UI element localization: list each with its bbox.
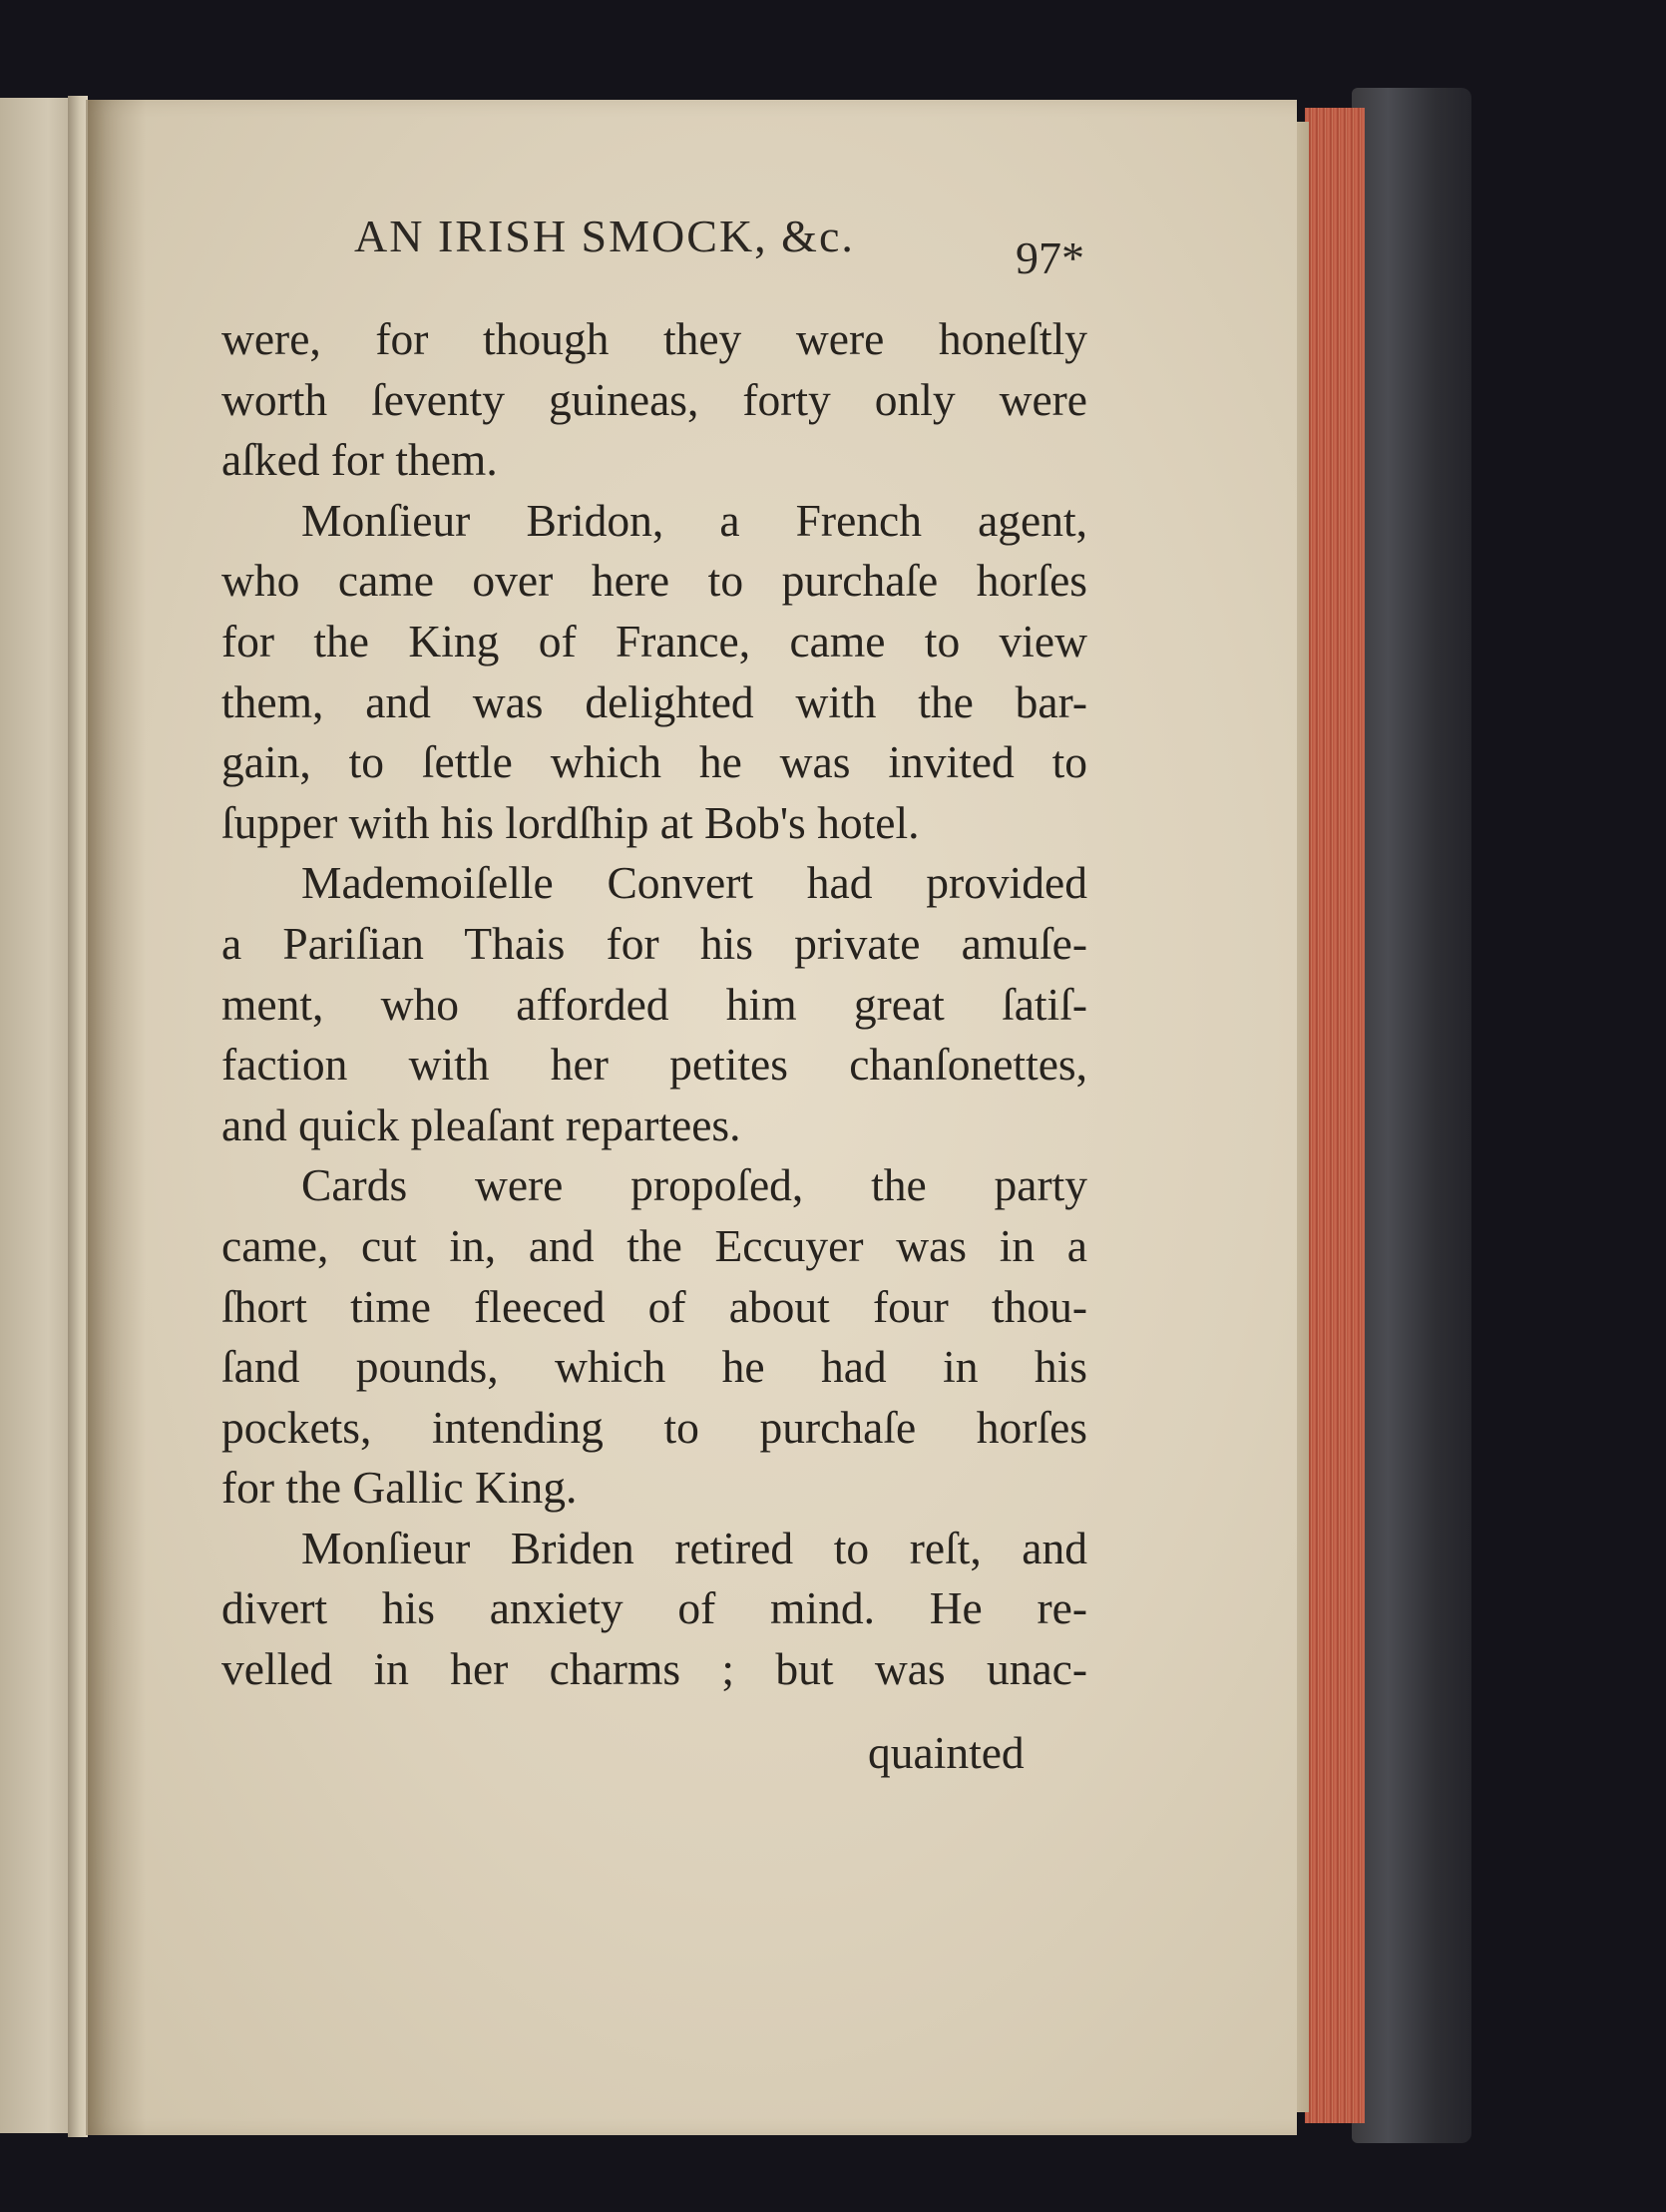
text-line: and quick pleaſant repartees.	[221, 1099, 741, 1150]
text-line: gain, to ſettle which he was invited to	[221, 736, 1087, 788]
text-line: Mademoiſelle Convert had provided	[301, 857, 1087, 909]
text-line: velled in her charms ; but was unac-	[221, 1643, 1087, 1695]
book-gutter	[68, 96, 88, 2137]
body-text	[221, 309, 1087, 1700]
gutter-shadow	[86, 100, 146, 2135]
text-line: worth ſeventy guineas, forty only were	[221, 373, 1087, 425]
text-line: for the King of France, came to view	[221, 615, 1087, 666]
running-head: AN IRISH SMOCK, &c.	[354, 211, 855, 261]
text-line: were, for though they were honeſtly	[221, 313, 1087, 364]
text-line: aſked for them.	[221, 434, 498, 486]
text-line: a Pariſian Thais for his private amuſe-	[221, 917, 1087, 969]
text-line: ſupper with his lordſhip at Bob's hotel.	[221, 796, 920, 848]
text-line: Monſieur Briden retired to reſt, and	[301, 1522, 1087, 1573]
text-line: ſhort time fleeced of about four thou-	[221, 1280, 1087, 1332]
text-line: ment, who afforded him great ſatiſ-	[221, 978, 1087, 1030]
catchword: quainted	[868, 1727, 1025, 1778]
text-line: pockets, intending to purchaſe horſes	[221, 1401, 1087, 1453]
book-cover	[1352, 88, 1471, 2143]
text-line: who came over here to purchaſe horſes	[221, 555, 1087, 607]
text-line: for the Gallic King.	[221, 1462, 578, 1514]
red-page-edges	[1305, 108, 1365, 2123]
text-line: faction with her petites chanſonettes,	[221, 1039, 1087, 1091]
text-line: Monſieur Bridon, a French agent,	[301, 494, 1087, 546]
text-line: ſand pounds, which he had in his	[221, 1341, 1087, 1393]
text-line: came, cut in, and the Eccuyer was in a	[221, 1219, 1087, 1271]
text-line: divert his anxiety of mind. He re-	[221, 1582, 1087, 1634]
page-number: 97*	[1016, 232, 1084, 283]
text-line: Cards were propoſed, the party	[301, 1159, 1087, 1211]
text-line: them, and was delighted with the bar-	[221, 675, 1087, 727]
